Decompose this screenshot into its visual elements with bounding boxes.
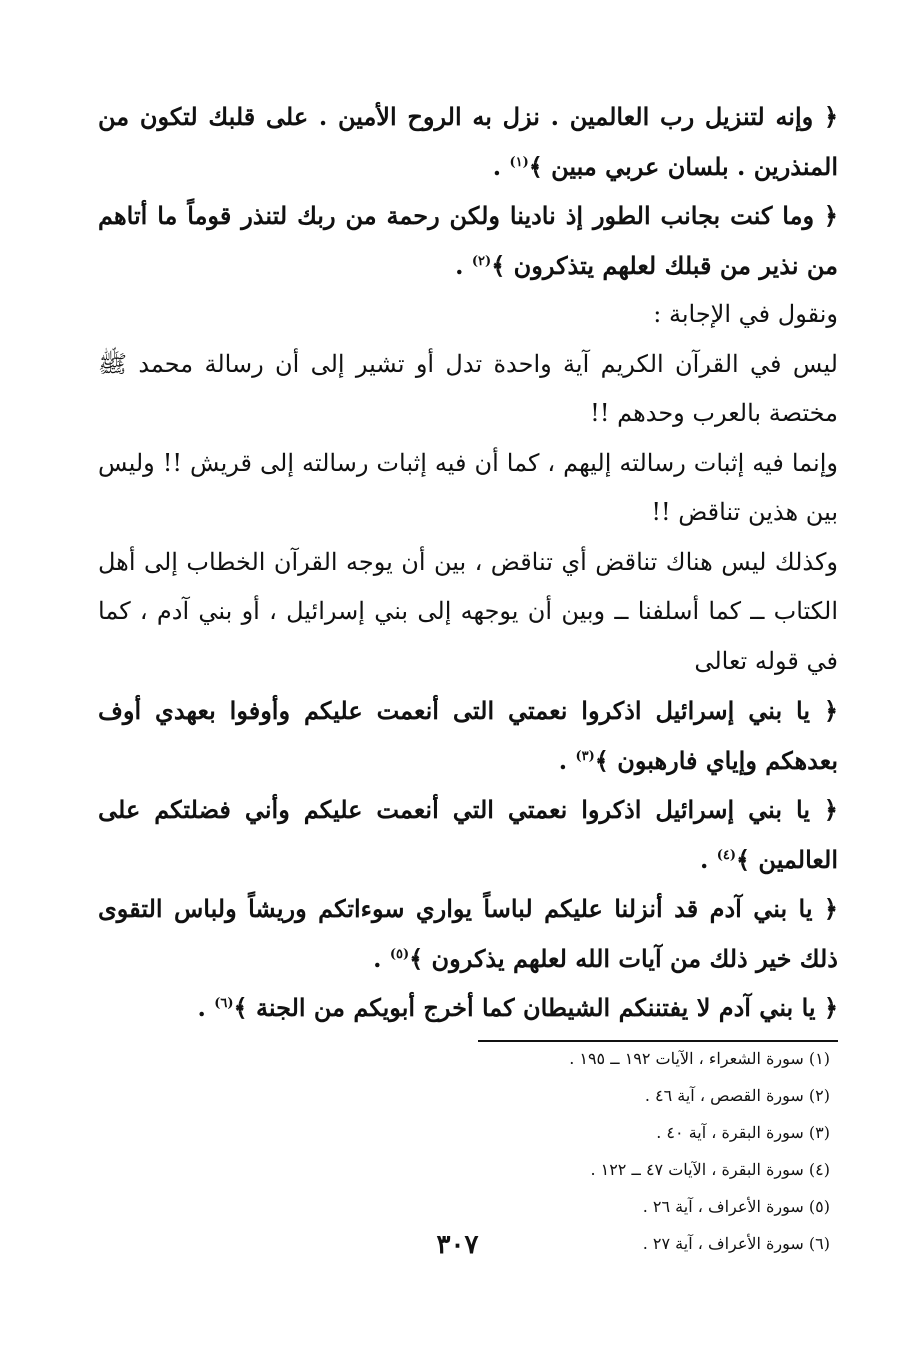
footnote-4: (٤) سورة البقرة ، الآيات ٤٧ ــ ١٢٢ .: [590, 1160, 830, 1179]
footnote-3: (٣) سورة البقرة ، آية ٤٠ .: [656, 1123, 830, 1142]
paragraph-tail: .: [492, 151, 510, 181]
page-number: ٣٠٧: [436, 1230, 479, 1260]
main-text: [98, 92, 838, 1033]
footnote-ref: (٥): [389, 946, 410, 962]
paragraph-normal-2: [98, 439, 838, 538]
paragraph-text: وكذلك ليس هناك تناقض أي تناقض ، بين أن يوجه القرآن الخطاب إلى أهل الكتاب ــ كما أسلفنا ــ وبين أن يوجهه إلى بني إسرائيل ، أو بني آدم ، كما في قوله تعالى: [98, 547, 838, 675]
paragraph-tail: .: [197, 993, 215, 1022]
footnote-1: (١) سورة الشعراء ، الآيات ١٩٢ ــ ١٩٥ .: [569, 1049, 830, 1068]
paragraph-text: ونقول في الإجابة :: [653, 300, 838, 328]
paragraph-tail: .: [699, 844, 717, 874]
paragraph-quran-1: [98, 92, 838, 191]
paragraph-quran-5: [98, 884, 838, 983]
paragraph-quran-2: [98, 191, 838, 290]
paragraph-quran-4: [98, 785, 838, 884]
paragraph-normal-3: [98, 538, 838, 687]
footnote-5: (٥) سورة الأعراف ، آية ٢٦ .: [642, 1197, 830, 1216]
paragraph-text: ﴿ يا بني إسرائيل اذكروا نعمتي التى أنعمت عليكم وأوفوا بعهدي أوف بعدهكم وإياي فارهبون ﴾: [98, 696, 839, 775]
paragraph-tail: .: [373, 943, 390, 973]
paragraph-tail: .: [558, 745, 576, 775]
paragraph-text: ﴿ وإنه لتنزيل رب العالمين . نزل به الروح الأمين . على قلبك لتكون من المنذرين . بلسان عربي مبين ﴾: [98, 102, 839, 181]
paragraph-text: ﴿ يا بني آدم قد أنزلنا عليكم لباساً يواري سوءاتكم وريشاً ولباس التقوى ذلك خير ذلك من آيات الله لعلهم يذكرون ﴾: [98, 894, 838, 973]
footnote-2: (٢) سورة القصص ، آية ٤٦ .: [644, 1086, 830, 1105]
footnote-ref: (٣): [575, 748, 595, 764]
footnote-ref: (٦): [214, 996, 234, 1011]
paragraph-text: ﴿ يا بني إسرائيل اذكروا نعمتي التي أنعمت عليكم وأني فضلتكم على العالمين ﴾: [98, 795, 838, 874]
paragraph-answer-intro: [98, 290, 838, 340]
footnotes: [420, 1040, 830, 1262]
paragraph-quran-6: [98, 983, 838, 1033]
paragraph-tail: .: [455, 250, 472, 280]
footnote-6: (٦) سورة الأعراف ، آية ٢٧ .: [642, 1234, 830, 1253]
paragraph-text: ﴿ يا بني آدم لا يفتننكم الشيطان كما أخرج أبويكم من الجنة ﴾: [233, 993, 838, 1022]
paragraph-text: وإنما فيه إثبات رسالته إليهم ، كما أن فيه إثبات رسالته إلى قريش !! وليس بين هذين تناقض !!: [98, 448, 838, 526]
footnote-ref: (١): [509, 154, 529, 170]
paragraph-text: ليس في القرآن الكريم آية واحدة تدل أو تشير إلى أن رسالة محمد ﷺ مختصة بالعرب وحدهم !!: [98, 349, 838, 427]
paragraph-quran-3: [98, 686, 838, 785]
footnote-ref: (٤): [716, 847, 736, 863]
paragraph-text: ﴿ وما كنت بجانب الطور إذ نادينا ولكن رحمة من ربك لتنذر قوماً ما أتاهم من نذير من قبلك لعلهم يتذكرون ﴾: [98, 201, 838, 280]
paragraph-normal-1: [98, 340, 838, 439]
footnote-ref: (٢): [471, 253, 492, 269]
